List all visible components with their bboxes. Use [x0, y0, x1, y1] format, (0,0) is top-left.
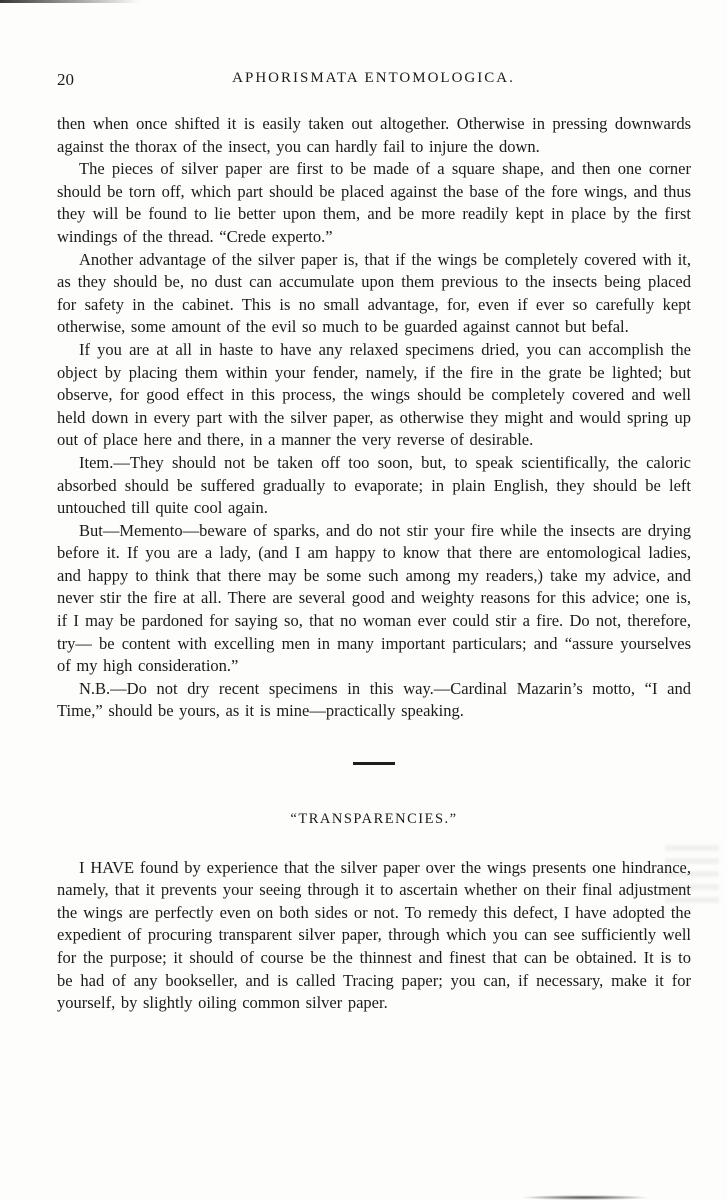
page-header — [57, 70, 690, 92]
section-divider — [353, 762, 395, 765]
paragraph: N.B.—Do not dry recent specimens in this way.—Cardinal Mazarin’s motto, “I and Time,” should be yours, as it is mine—practically speaking. — [57, 678, 691, 721]
section-body — [57, 857, 691, 1015]
page-body — [57, 113, 691, 1015]
paragraph: then when once shifted it is easily taken out altogether. Otherwise in pressing downwards against the thorax of the insect, you can hardly fail to injure the down. — [57, 114, 691, 156]
scan-artifact-top — [0, 0, 140, 3]
paragraph: Item.—They should not be taken off too soon, but, to speak scientifically, the caloric absorbed should be suffered gradually to evaporate; in plain English, they should be left untouched till quite cool again. — [57, 452, 691, 518]
paragraph: If you are at all in haste to have any relaxed specimens dried, you can accomplish the object by placing them within your fender, namely, if the fire in the grate be lighted; but observe, for good effect in this process, the wings should be completely covered and well held down in every part with the silver paper, as otherwise they might and would spring up out of place here and there, in a manner the very reverse of desirable. — [57, 339, 691, 450]
paragraph: Another advantage of the silver paper is, that if the wings be completely covered with it, as they should be, no dust can accumulate upon them previous to the insects being placed for safety in the cabinet. This is no small advantage, for, even if ever so carefully kept otherwise, some amount of the evil so much to be guarded against cannot but befal. — [57, 249, 691, 337]
paragraph: But—Memento—beware of sparks, and do not stir your fire while the insects are drying before it. If you are a lady, (and I am happy to know that there are entomological ladies, and happy to think that there may be some such among my readers,) take my advice, and never stir the fire at all. There are several good and weighty reasons for this advice; one is, if I may be pardoned for saying so, that no woman ever could stir a fire. Do not, therefore, try— be content with excelling men in many important particulars; and “assure yourselves of my high consideration.” — [57, 520, 691, 676]
paragraph: The pieces of silver paper are first to be made of a square shape, and then one corner should be torn off, which part should be placed against the base of the fore wings, and thus they will be found to lie better upon them, and be more readily kept in place by the first windings of the thread. “Crede experto.” — [57, 159, 691, 246]
section-title: “TRANSPARENCIES.” — [290, 810, 458, 827]
running-title: APHORISMATA ENTOMOLOGICA. — [232, 70, 515, 86]
page-number: 20 — [57, 70, 74, 89]
paragraph: I HAVE found by experience that the silver paper over the wings presents one hindrance, namely, that it prevents your seeing through it to ascertain whether on their final adjustment the wings are perfectly even on both sides or not. To remedy this defect, I have adopted the expedient of procuring transparent silver paper, through which you can see sufficiently well for the purpose; it should of course be the thinnest and finest that can be obtained. It is to be had of any bookseller, and is called Tracing paper; you can, if necessary, make it for yourself, by slightly oiling common silver paper. — [57, 857, 691, 1013]
scan-artifact-bottom — [520, 1195, 650, 1200]
